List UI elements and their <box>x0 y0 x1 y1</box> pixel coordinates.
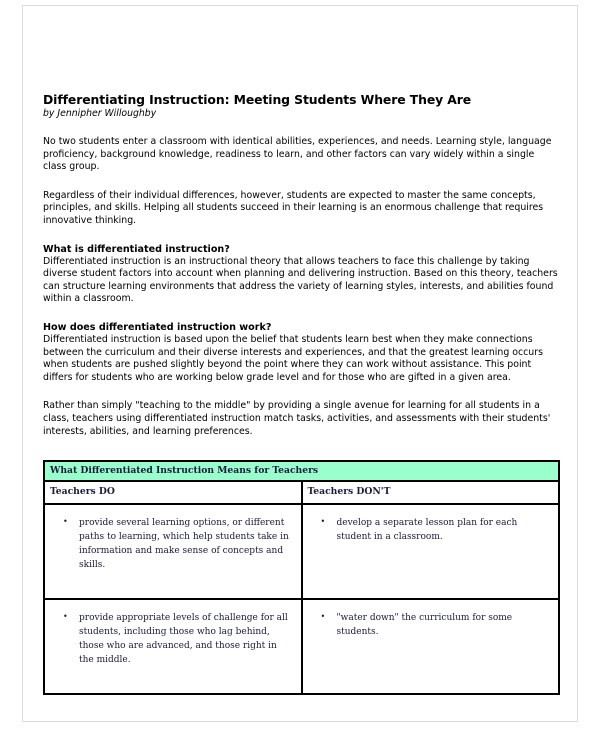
table-caption-row <box>44 461 559 481</box>
table-row <box>44 599 559 694</box>
teachers-do-dont-table <box>43 460 560 695</box>
section-body-how-does-it-work: Differentiated instruction is based upon the belief that students learn best when they make connections between the curriculum and their diverse interests and experiences, and that the greatest learning occurs when students are pushed slightly beyond the point where they can work without assistance. This point differs for students who are working below grade level and for those who are gifted in a given area. <box>43 333 543 383</box>
intro-paragraph: No two students enter a classroom with identical abilities, experiences, and needs. Learning style, language proficiency, background knowledge, readiness to learn, and other factors can vary widely within a single class group. <box>43 136 552 173</box>
closing-paragraph: Rather than simply "teaching to the middle" by providing a single avenue for learning for all students in a class, teachers using differentiated instruction match tasks, activities, and assessments with their students' interests, abilities, and learning preferences. <box>43 400 551 437</box>
section-heading-what-is: What is differentiated instruction? <box>43 243 230 255</box>
column-header-teachers-do: Teachers DO <box>44 481 302 504</box>
page-title: Differentiating Instruction: Meeting Students Where They Are <box>43 92 472 107</box>
document-body <box>43 92 559 695</box>
table-caption-cell: What Differentiated Instruction Means for Teachers <box>44 461 559 481</box>
author-byline: by Jennipher Willoughby <box>43 108 157 119</box>
bullet-list-dont-1 <box>311 516 551 544</box>
list-item: • provide appropriate levels of challenge for all students, including those who lag behind, those who are advanced, and those right in the middle. <box>79 611 293 667</box>
column-header-teachers-dont: Teachers DON'T <box>302 481 560 504</box>
section-how-does-it-work <box>43 321 559 384</box>
table-row <box>44 504 559 599</box>
list-item: • "water down" the curriculum for some students. <box>337 611 551 639</box>
bullet-list-dont-2 <box>311 611 551 639</box>
section-what-is <box>43 243 559 306</box>
bullet-list-do-2 <box>53 611 293 667</box>
cell-dont-2 <box>302 599 560 694</box>
cell-do-2 <box>44 599 302 694</box>
list-item: • develop a separate lesson plan for each student in a classroom. <box>337 516 551 544</box>
bullet-list-do-1 <box>53 516 293 572</box>
cell-do-1 <box>44 504 302 599</box>
document-page <box>22 5 578 722</box>
cell-dont-1 <box>302 504 560 599</box>
table-header-row <box>44 481 559 504</box>
list-item: • provide several learning options, or different paths to learning, which help students take in information and make sense of concepts and skills. <box>79 516 293 572</box>
section-body-what-is: Differentiated instruction is an instructional theory that allows teachers to face this challenge by taking diverse student factors into account when planning and delivering instruction. Based on this theory, teachers can structure learning environments that address the variety of learning styles, interests, and abilities found within a classroom. <box>43 255 558 305</box>
regardless-paragraph: Regardless of their individual differences, however, students are expected to master the same concepts, principles, and skills. Helping all students succeed in their learning is an enormous challenge that requires innovative thinking. <box>43 189 544 226</box>
section-heading-how-does-it-work: How does differentiated instruction work? <box>43 321 272 333</box>
